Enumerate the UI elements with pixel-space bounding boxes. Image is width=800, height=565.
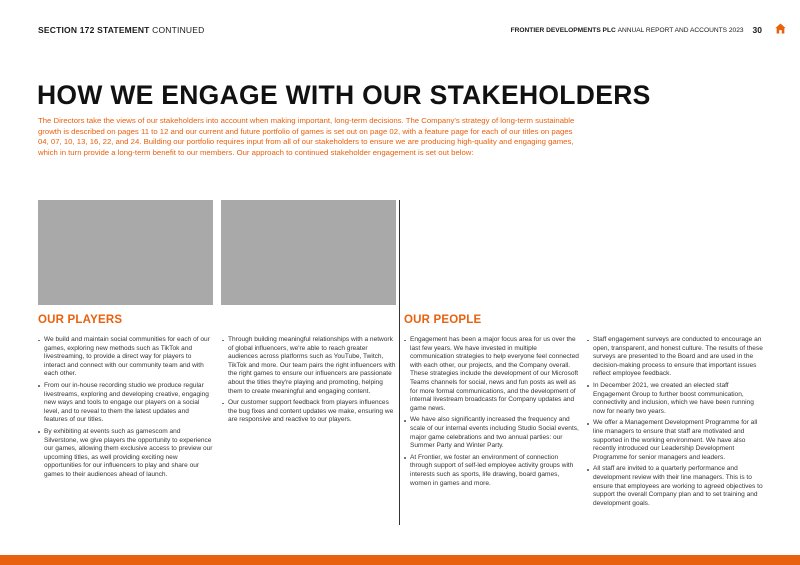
players-list-2 — [222, 336, 398, 428]
list-item: By exhibiting at events such as gamescom and Silverstone, we give players the opportunity to experience our games, allowing them exclusive access to preview our upcoming titles, as well providing exciting new opportunities for our influencers to play and share our games to their audiences ahead of launch. — [38, 428, 214, 480]
people-list-2 — [587, 336, 763, 511]
intro-paragraph: The Directors take the views of our stakeholders into account when making important, long-term decisions. The Company's strategy of long-term sustainable growth is described on pages 11 to 12 and our current and future portfolio of games is set out on page 02, with a feature page for each of our titles on pages 04, 07, 10, 13, 16, 22, and 24. Building our portfolio requires input from all of our stakeholders to ensure we are producing high-quality and engaging games, which in turn provide a long-term benefit to our members. Our approach to continued stakeholder engagement is set out below: — [38, 116, 575, 157]
section-continued: CONTINUED — [152, 25, 205, 35]
list-item: From our in-house recording studio we produce regular livestreams, exploring and developing creative, engaging new ways and tools to engage our players on a social level, and to reveal to them the latest updates and features of our titles. — [38, 382, 214, 425]
section-label: SECTION 172 STATEMENT — [38, 25, 150, 35]
report-header — [511, 25, 762, 35]
people-list-1 — [404, 336, 580, 491]
page-title: HOW WE ENGAGE WITH OUR STAKEHOLDERS — [37, 80, 651, 110]
column-divider — [399, 200, 400, 525]
list-item: Staff engagement surveys are conducted to encourage an open, transparent, and honest culture. The results of these surveys are presented to the Board and are used in the decision-making process to ensure that important issues reflect employee feedback. — [587, 336, 763, 379]
list-item: All staff are invited to a quarterly performance and development review with their line managers. This is to ensure that employees are working to agreed objectives to support the overall Company plan and to set training and development goals. — [587, 465, 763, 508]
company-name: FRONTIER DEVELOPMENTS PLC — [510, 26, 616, 34]
list-item: We have also significantly increased the frequency and scale of our internal events including Studio Social events, major game celebrations and two annual parties: our Summer Party and Winter Party. — [404, 416, 580, 450]
list-item: We offer a Management Development Programme for all line managers to ensure that staff are motivated and supported in the working environment. We have also recently introduced our Leadership Development Programme for senior managers and leaders. — [587, 419, 763, 462]
list-item: Our customer support feedback from players influences the bug fixes and content updates we make, ensuring we are responsive and reactive to our players. — [222, 399, 398, 425]
list-item: Engagement has been a major focus area for us over the last few years. We have invested in multiple communication strategies to help everyone feel connected with each other, our projects, and the Company overall. These strategies include the development of our Microsoft Teams channels for social, news and fun posts as well as for more formal communications, and the development of internal livestream broadcasts for Company updates and game news. — [404, 336, 580, 413]
players-heading: OUR PLAYERS — [38, 314, 123, 326]
list-item: We build and maintain social communities for each of our games, exploring new methods such as TikTok and livestreaming, to provide a direct way for players to interact and connect with our community team and with each other. — [38, 336, 214, 379]
page-number: 30 — [752, 25, 762, 35]
footer-bar — [0, 555, 800, 565]
running-header — [38, 25, 204, 35]
players-photo-1 — [38, 200, 213, 305]
report-name: ANNUAL REPORT AND ACCOUNTS 2023 — [617, 26, 744, 34]
list-item: Through building meaningful relationships with a network of global influencers, we're able to reach greater audiences across platforms such as YouTube, Twitch, TikTok and more. Our team pairs the right influencers with the right games to ensure our influencers are passionate about the titles they're playing and promoting, helping them to create meaningful and engaging content. — [222, 336, 398, 396]
home-icon[interactable] — [775, 23, 786, 34]
list-item: In December 2021, we created an elected staff Engagement Group to further boost communication, connectivity and inclusion, which we have been running now for nearly two years. — [587, 382, 763, 416]
players-list-1 — [38, 336, 214, 483]
players-photo-2 — [221, 200, 396, 305]
list-item: At Frontier, we foster an environment of connection through support of self-led employee activity groups with interests such as sports, life drawing, board games, women in games and more. — [404, 454, 580, 488]
people-heading: OUR PEOPLE — [404, 314, 482, 326]
